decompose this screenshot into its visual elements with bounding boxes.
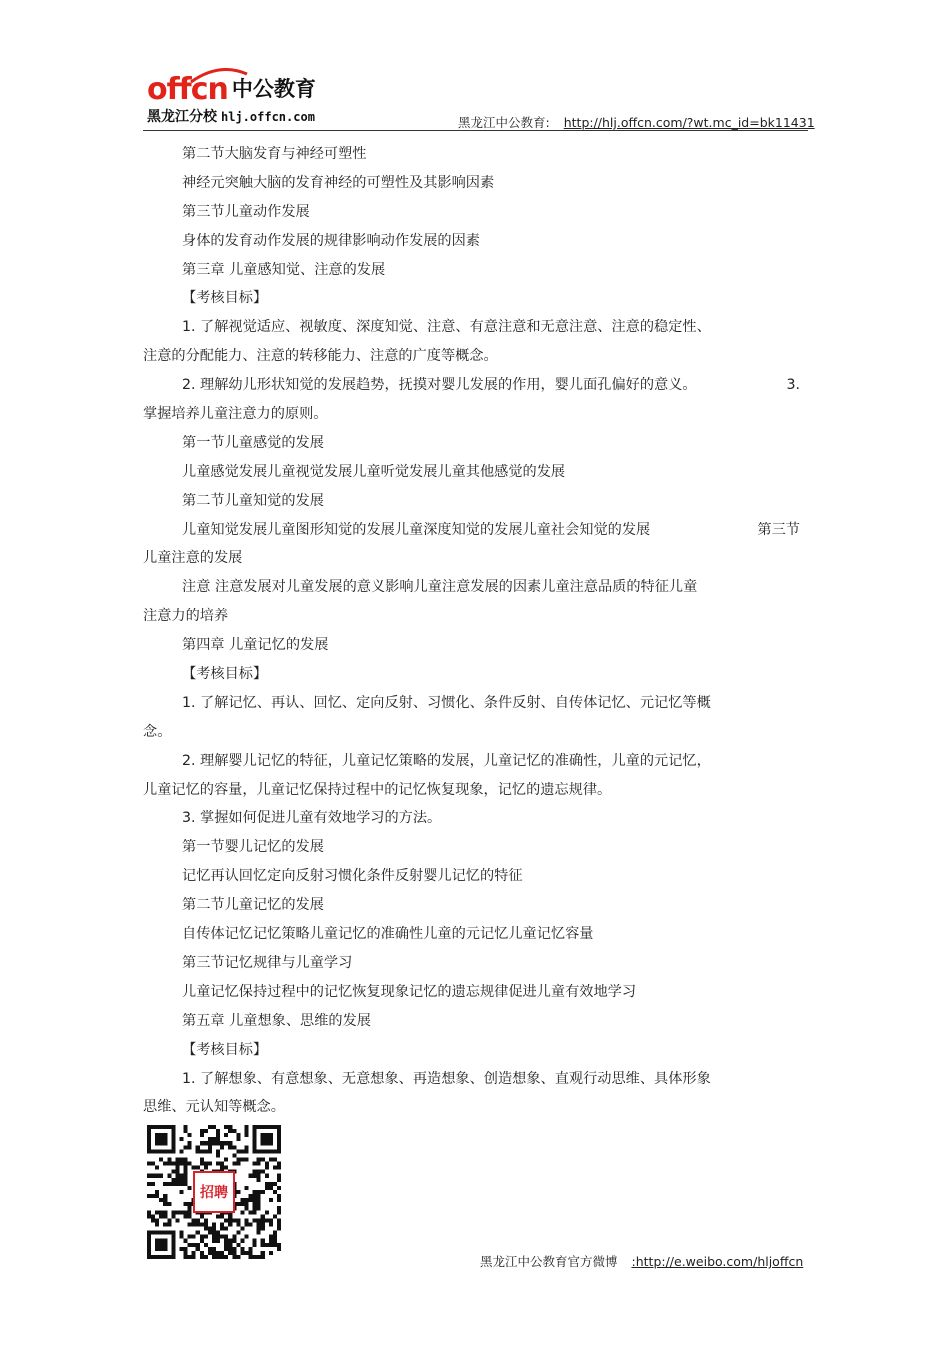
line-text: 儿童知觉发展儿童图形知觉的发展儿童深度知觉的发展儿童社会知觉的发展 <box>182 521 651 538</box>
line-text: 第二节儿童知觉的发展 <box>182 492 324 509</box>
text-line <box>143 284 808 313</box>
line-text: 第一节婴儿记忆的发展 <box>182 839 324 856</box>
text-line <box>143 602 808 631</box>
line-text: 注意的分配能力、注意的转移能力、注意的广度等概念。 <box>143 348 498 365</box>
header-label: 黑龙江中公教育: <box>458 115 550 130</box>
offcn-logo[interactable] <box>147 72 377 130</box>
line-text: 【考核目标】 <box>182 666 268 683</box>
logo-brand: offcn <box>147 72 228 107</box>
text-line <box>143 631 808 660</box>
text-line <box>143 342 808 371</box>
line-text: 【考核目标】 <box>182 1041 268 1058</box>
text-line <box>143 169 808 198</box>
text-line <box>143 949 808 978</box>
text-line <box>143 978 808 1007</box>
line-text: 第二节大脑发育与神经可塑性 <box>182 146 367 162</box>
line-tail-text: 第三节 <box>757 521 800 538</box>
document-body <box>143 140 808 1122</box>
line-text: 自传体记忆记忆策略儿童记忆的准确性儿童的元记忆儿童记忆容量 <box>182 926 594 943</box>
text-line <box>143 487 808 516</box>
line-text: 【考核目标】 <box>182 290 268 307</box>
line-text: 1. 了解记忆、再认、回忆、定向反射、习惯化、条件反射、自传体记忆、元记忆等概 <box>182 694 711 711</box>
text-line <box>143 833 808 862</box>
text-line <box>143 544 808 573</box>
text-line <box>143 1036 808 1065</box>
line-text: 2. 理解幼儿形状知觉的发展趋势，抚摸对婴儿发展的作用，婴儿面孔偏好的意义。 <box>182 377 697 394</box>
header-link[interactable]: http://hlj.offcn.com/?wt.mc_id=bk11431 <box>563 115 815 130</box>
text-line <box>143 804 808 833</box>
line-text: 1. 了解想象、有意想象、无意想象、再造想象、创造想象、直观行动思维、具体形象 <box>182 1070 711 1087</box>
text-line <box>143 256 808 285</box>
text-line <box>143 776 808 805</box>
text-line <box>143 458 808 487</box>
line-text: 第三节记忆规律与儿童学习 <box>182 954 353 971</box>
line-text: 神经元突触大脑的发育神经的可塑性及其影响因素 <box>182 174 495 191</box>
line-text: 儿童注意的发展 <box>143 550 243 567</box>
header-site-info <box>458 113 815 131</box>
line-text: 第一节儿童感觉的发展 <box>182 434 324 451</box>
line-text: 念。 <box>143 723 172 740</box>
line-text: 1. 了解视觉适应、视敏度、深度知觉、注意、有意注意和无意注意、注意的稳定性、 <box>182 319 711 336</box>
footer-weibo-info <box>480 1252 803 1270</box>
text-line <box>143 660 808 689</box>
footer-link[interactable]: :http://e.weibo.com/hljoffcn <box>631 1254 804 1269</box>
text-line <box>143 718 808 747</box>
line-text: 2. 理解婴儿记忆的特征，儿童记忆策略的发展，儿童记忆的准确性，儿童的元记忆， <box>182 752 711 769</box>
line-text: 第四章 儿童记忆的发展 <box>182 637 329 654</box>
line-text: 掌握培养儿童注意力的原则。 <box>143 406 328 423</box>
line-text: 儿童感觉发展儿童视觉发展儿童听觉发展儿童其他感觉的发展 <box>182 463 566 480</box>
text-line <box>143 371 808 400</box>
line-text: 注意 注意发展对儿童发展的意义影响儿童注意发展的因素儿童注意品质的特征儿童 <box>182 579 698 596</box>
header-divider <box>143 130 808 131</box>
qr-badge-text: 招聘 <box>200 1185 228 1201</box>
text-line <box>143 920 808 949</box>
logo-branch: 黑龙江分校 <box>147 109 217 125</box>
line-text: 记忆再认回忆定向反射习惯化条件反射婴儿记忆的特征 <box>182 868 523 885</box>
text-line <box>143 313 808 342</box>
qr-recruit-badge <box>193 1171 235 1213</box>
line-text: 儿童记忆的容量，儿童记忆保持过程中的记忆恢复现象，记忆的遗忘规律。 <box>143 781 612 798</box>
line-text: 思维、元认知等概念。 <box>143 1099 285 1116</box>
text-line <box>143 891 808 920</box>
line-text: 身体的发育动作发展的规律影响动作发展的因素 <box>182 232 480 249</box>
text-line <box>143 227 808 256</box>
logo-url: hlj.offcn.com <box>221 110 315 124</box>
text-line <box>143 400 808 429</box>
line-text: 3. 掌握如何促进儿童有效地学习的方法。 <box>182 810 442 827</box>
text-line <box>143 1065 808 1094</box>
text-line <box>143 862 808 891</box>
text-line <box>143 573 808 602</box>
text-line <box>143 429 808 458</box>
line-text: 第二节儿童记忆的发展 <box>182 897 324 914</box>
line-text: 第三章 儿童感知觉、注意的发展 <box>182 261 386 278</box>
text-line <box>143 1007 808 1036</box>
line-text: 注意力的培养 <box>143 608 229 625</box>
text-line <box>143 140 808 169</box>
logo-chinese-name: 中公教育 <box>231 77 316 101</box>
line-text: 第五章 儿童想象、思维的发展 <box>182 1012 371 1029</box>
text-line <box>143 689 808 718</box>
line-tail-text: 3. <box>786 377 800 394</box>
footer-label: 黑龙江中公教育官方微博 <box>480 1254 618 1269</box>
text-line <box>143 1093 808 1122</box>
text-line <box>143 198 808 227</box>
line-text: 儿童记忆保持过程中的记忆恢复现象记忆的遗忘规律促进儿童有效地学习 <box>182 983 637 1000</box>
text-line <box>143 747 808 776</box>
text-line <box>143 516 808 545</box>
qr-code <box>147 1125 281 1259</box>
line-text: 第三节儿童动作发展 <box>182 203 310 220</box>
